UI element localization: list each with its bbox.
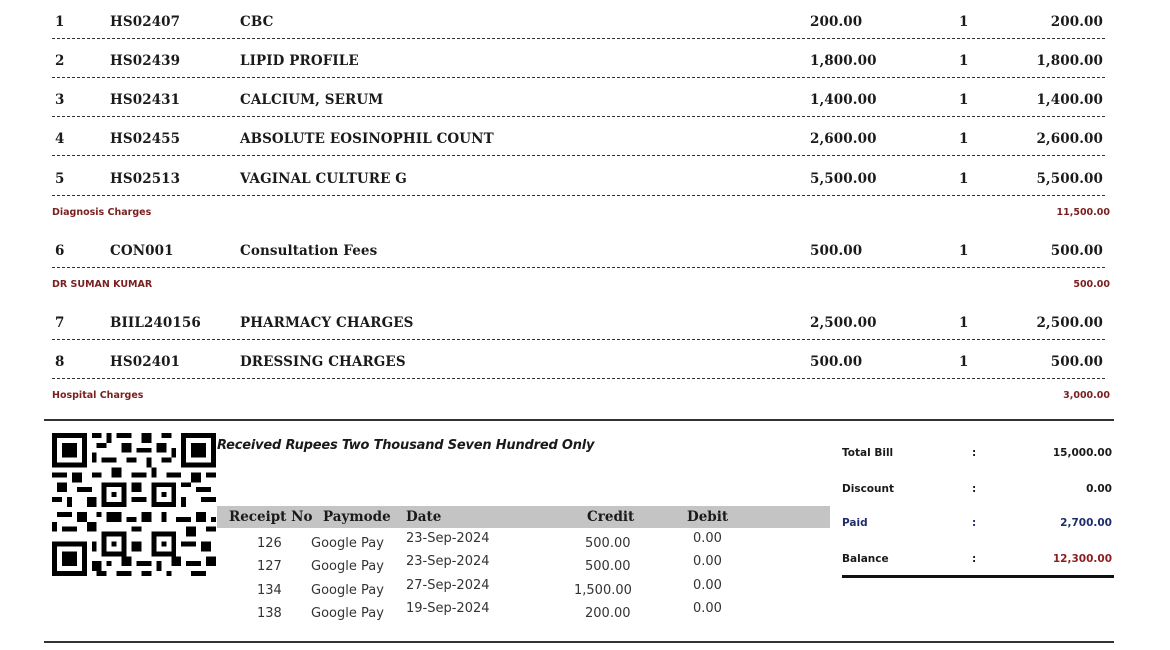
group-total-hospital: 3,000.00 xyxy=(1063,390,1110,401)
table-row xyxy=(52,86,1105,117)
serial-number: 4 xyxy=(55,131,65,147)
group-total-doctor: 500.00 xyxy=(1073,279,1110,290)
item-rate: 500.00 xyxy=(810,243,863,259)
table-row xyxy=(52,237,1105,268)
section-divider xyxy=(44,419,1114,421)
item-code: HS02439 xyxy=(110,53,181,69)
serial-number: 6 xyxy=(55,243,65,259)
colon: : xyxy=(972,553,977,565)
receipt-row xyxy=(217,577,830,600)
item-description: VAGINAL CULTURE G xyxy=(240,171,407,187)
item-qty: 1 xyxy=(959,354,969,370)
receipt-row xyxy=(217,530,830,553)
table-row xyxy=(52,125,1105,156)
receipts-table-header xyxy=(217,506,830,528)
item-rate: 200.00 xyxy=(810,14,863,30)
item-rate: 500.00 xyxy=(810,354,863,370)
item-qty: 1 xyxy=(959,171,969,187)
item-rate: 1,400.00 xyxy=(810,92,877,108)
item-code: HS02513 xyxy=(110,171,181,187)
item-code: HS02401 xyxy=(110,354,181,370)
summary-discount xyxy=(842,483,1114,503)
receipt-row xyxy=(217,553,830,576)
receipt-debit: 0.00 xyxy=(693,601,722,616)
receipt-date: 23-Sep-2024 xyxy=(406,554,490,569)
discount-label: Discount xyxy=(842,483,894,495)
receipt-date: 19-Sep-2024 xyxy=(406,601,490,616)
item-amount: 2,600.00 xyxy=(1036,131,1103,147)
receipt-no: 138 xyxy=(257,606,282,621)
receipt-debit: 0.00 xyxy=(693,554,722,569)
item-qty: 1 xyxy=(959,131,969,147)
balance-value: 12,300.00 xyxy=(1052,553,1112,565)
balance-underline xyxy=(842,575,1114,578)
table-row xyxy=(52,47,1105,78)
item-description: DRESSING CHARGES xyxy=(240,354,406,370)
table-row xyxy=(52,165,1105,196)
header-credit: Credit xyxy=(587,509,635,525)
table-row xyxy=(52,348,1105,379)
item-description: ABSOLUTE EOSINOPHIL COUNT xyxy=(240,131,494,147)
serial-number: 3 xyxy=(55,92,65,108)
item-amount: 5,500.00 xyxy=(1036,171,1103,187)
item-amount: 500.00 xyxy=(1050,354,1103,370)
item-qty: 1 xyxy=(959,92,969,108)
paid-value: 2,700.00 xyxy=(1060,517,1112,529)
receipt-credit: 200.00 xyxy=(585,606,631,621)
footer-divider xyxy=(44,641,1114,643)
item-description: CBC xyxy=(240,14,274,30)
item-amount: 200.00 xyxy=(1050,14,1103,30)
item-qty: 1 xyxy=(959,53,969,69)
table-row xyxy=(52,309,1105,340)
header-paymode: Paymode xyxy=(323,509,391,525)
header-debit: Debit xyxy=(687,509,729,525)
item-code: HS02407 xyxy=(110,14,181,30)
table-row xyxy=(52,8,1105,39)
amount-in-words: Received Rupees Two Thousand Seven Hundred Only xyxy=(217,438,595,453)
serial-number: 5 xyxy=(55,171,65,187)
summary-total-bill xyxy=(842,447,1114,467)
serial-number: 2 xyxy=(55,53,65,69)
header-receipt-no: Receipt No xyxy=(229,509,313,525)
group-label-doctor: DR SUMAN KUMAR xyxy=(52,279,153,290)
item-qty: 1 xyxy=(959,315,969,331)
serial-number: 8 xyxy=(55,354,65,370)
paid-label: Paid xyxy=(842,517,868,529)
item-description: Consultation Fees xyxy=(240,243,378,259)
colon: : xyxy=(972,447,977,459)
receipt-no: 127 xyxy=(257,559,282,574)
serial-number: 7 xyxy=(55,315,65,331)
item-rate: 2,500.00 xyxy=(810,315,877,331)
item-amount: 1,800.00 xyxy=(1036,53,1103,69)
serial-number: 1 xyxy=(55,14,65,30)
receipt-row xyxy=(217,600,830,623)
header-date: Date xyxy=(406,509,442,525)
receipt-no: 126 xyxy=(257,536,282,551)
item-qty: 1 xyxy=(959,14,969,30)
receipt-paymode: Google Pay xyxy=(311,559,384,574)
item-rate: 1,800.00 xyxy=(810,53,877,69)
group-label-hospital: Hospital Charges xyxy=(52,390,144,401)
receipt-paymode: Google Pay xyxy=(311,583,384,598)
item-amount: 500.00 xyxy=(1050,243,1103,259)
receipt-credit: 500.00 xyxy=(585,536,631,551)
receipt-credit: 1,500.00 xyxy=(574,583,632,598)
item-description: PHARMACY CHARGES xyxy=(240,315,414,331)
balance-label: Balance xyxy=(842,553,889,565)
summary-paid xyxy=(842,517,1114,537)
item-rate: 5,500.00 xyxy=(810,171,877,187)
receipt-paymode: Google Pay xyxy=(311,536,384,551)
group-total-diagnosis: 11,500.00 xyxy=(1056,207,1110,218)
total-bill-value: 15,000.00 xyxy=(1052,447,1112,459)
receipt-paymode: Google Pay xyxy=(311,606,384,621)
item-description: LIPID PROFILE xyxy=(240,53,359,69)
summary-balance xyxy=(842,553,1114,573)
item-code: CON001 xyxy=(110,243,174,259)
item-amount: 2,500.00 xyxy=(1036,315,1103,331)
item-code: HS02455 xyxy=(110,131,181,147)
discount-value: 0.00 xyxy=(1086,483,1112,495)
item-rate: 2,600.00 xyxy=(810,131,877,147)
total-bill-label: Total Bill xyxy=(842,447,894,459)
receipt-debit: 0.00 xyxy=(693,531,722,546)
group-label-diagnosis: Diagnosis Charges xyxy=(52,207,152,218)
item-amount: 1,400.00 xyxy=(1036,92,1103,108)
receipt-no: 134 xyxy=(257,583,282,598)
receipt-debit: 0.00 xyxy=(693,578,722,593)
item-description: CALCIUM, SERUM xyxy=(240,92,384,108)
colon: : xyxy=(972,517,977,529)
qr-code-icon xyxy=(52,433,216,576)
receipt-credit: 500.00 xyxy=(585,559,631,574)
item-code: BIIL240156 xyxy=(110,315,201,331)
receipt-date: 23-Sep-2024 xyxy=(406,531,490,546)
item-qty: 1 xyxy=(959,243,969,259)
item-code: HS02431 xyxy=(110,92,181,108)
receipt-date: 27-Sep-2024 xyxy=(406,578,490,593)
colon: : xyxy=(972,483,977,495)
